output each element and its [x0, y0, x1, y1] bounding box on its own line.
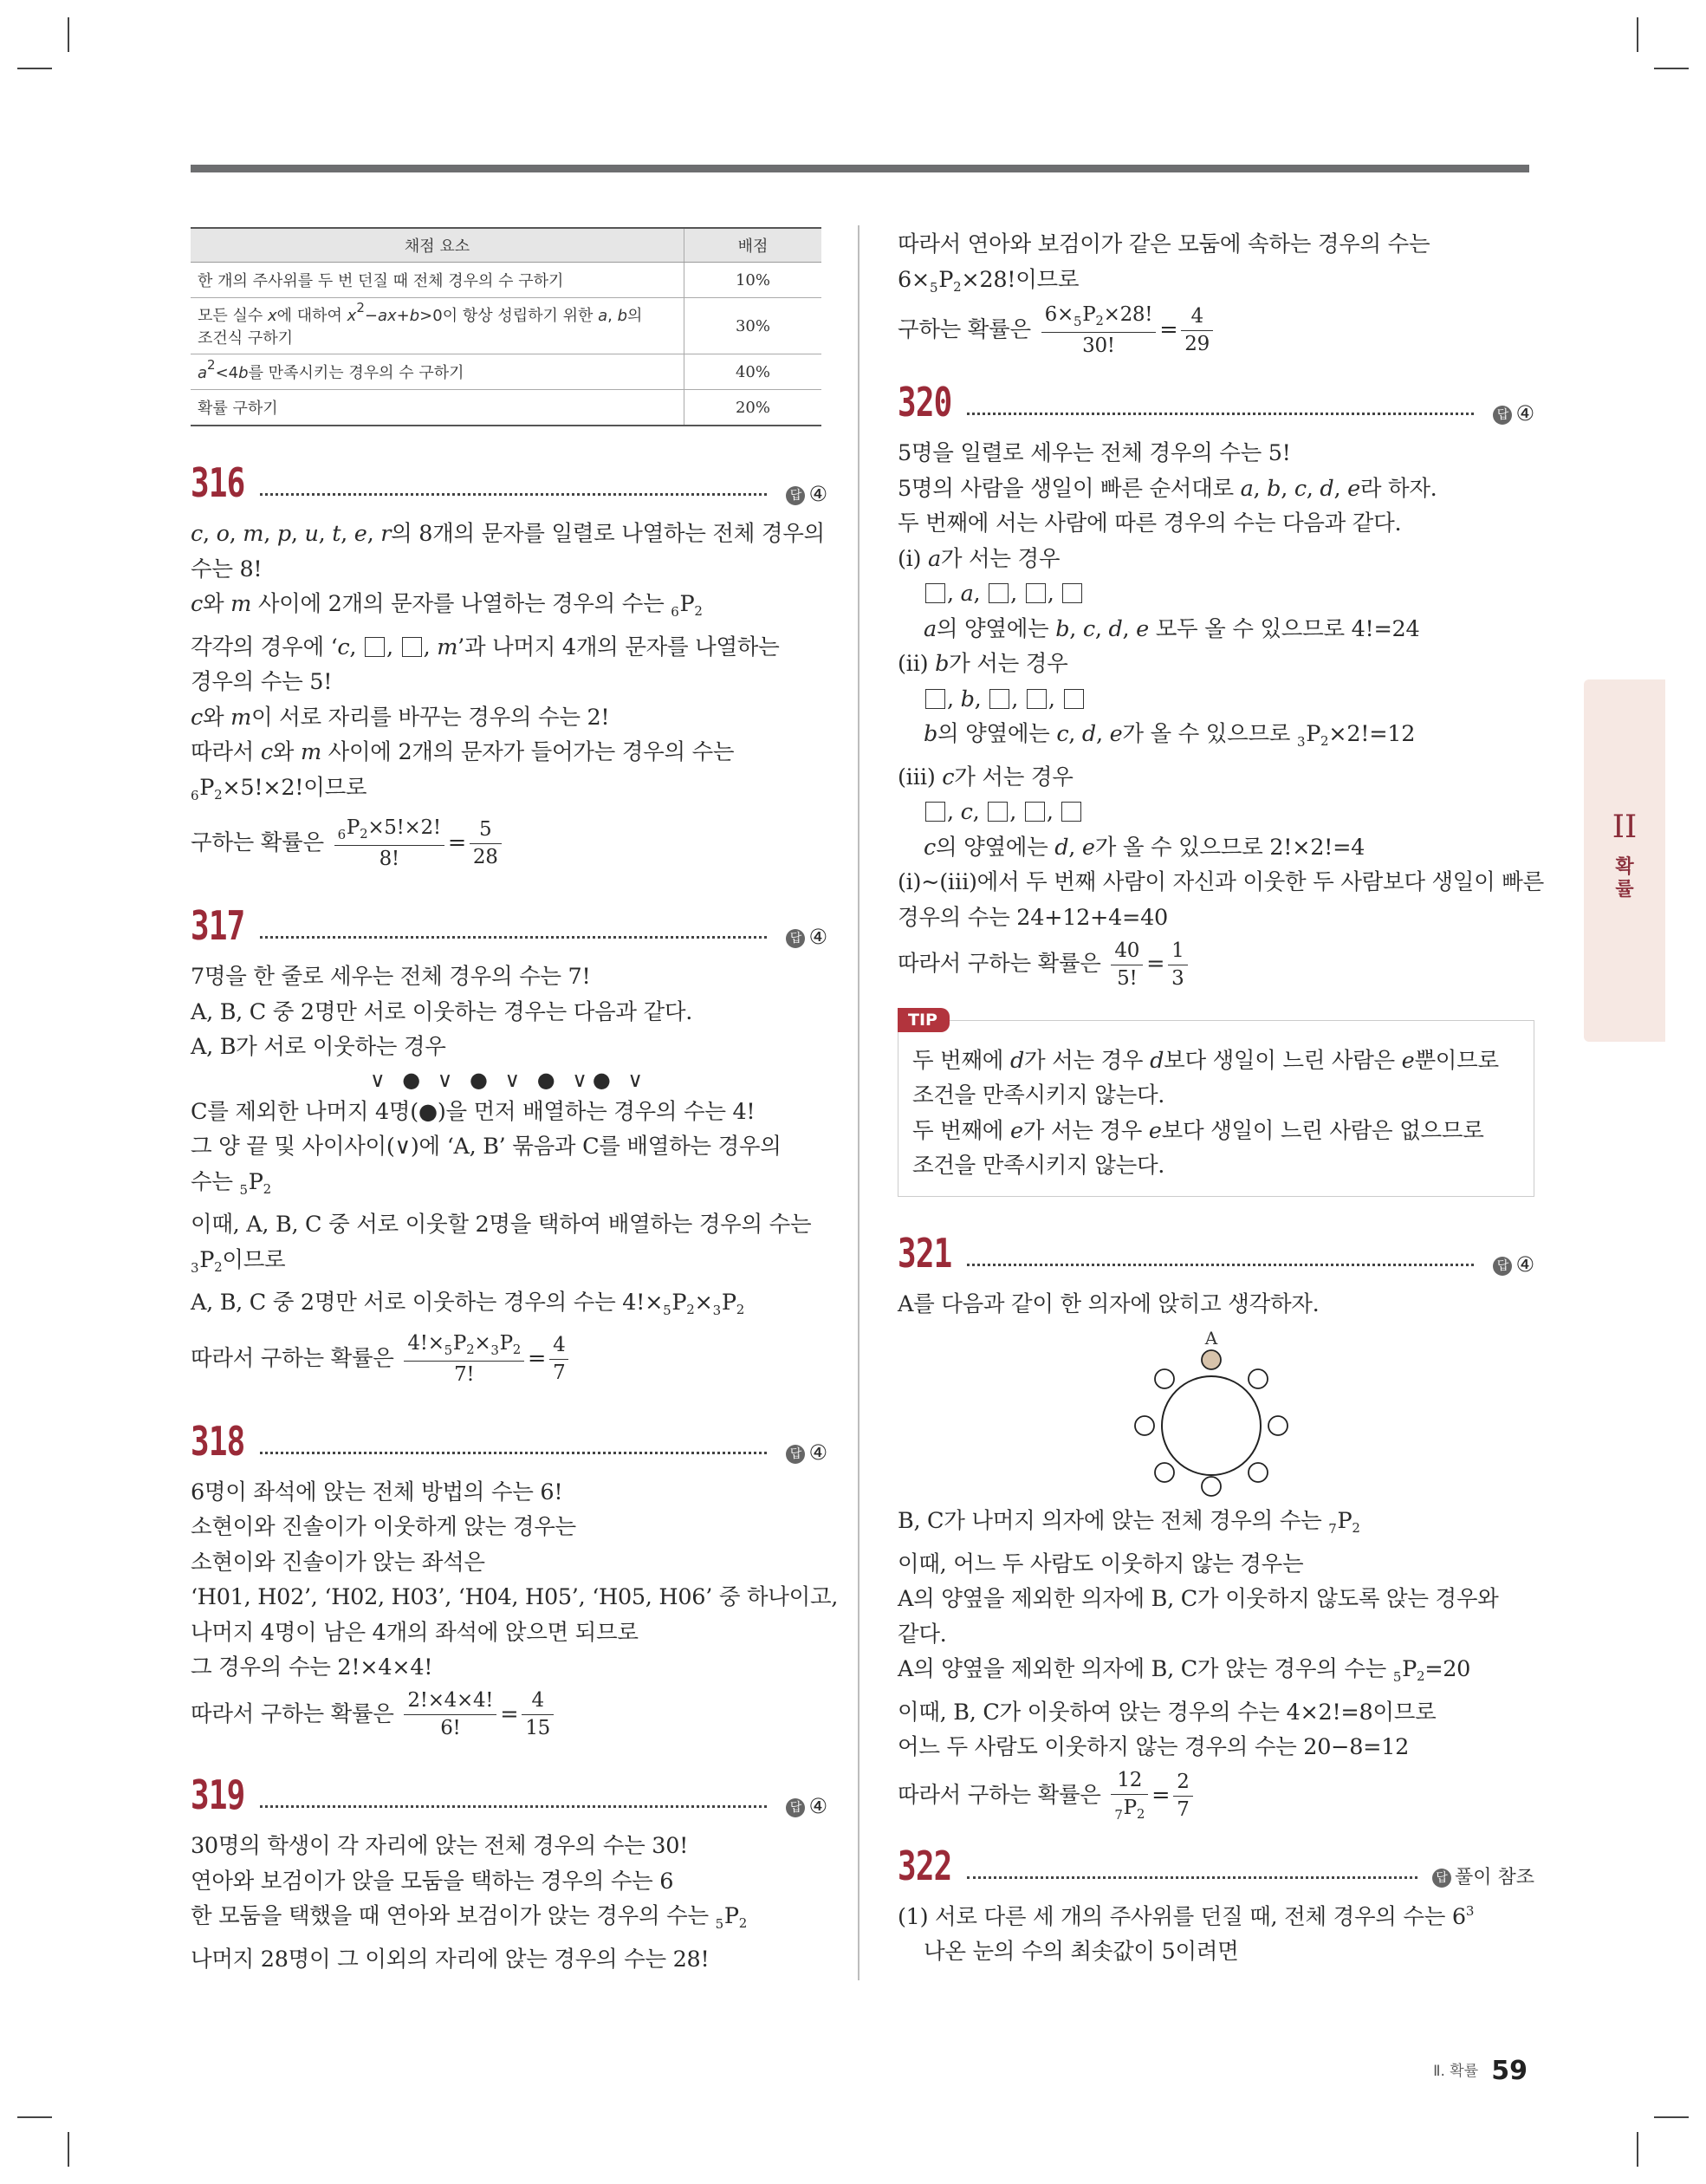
text-line: (ⅲ) c가 서는 경우: [898, 764, 1074, 790]
text-line: 따라서 c와 m 사이에 2개의 문자가 들어가는 경우의 수는: [191, 739, 735, 765]
problem-number: 317: [191, 902, 245, 949]
table-body: [191, 263, 821, 426]
tip-line: 두 번째에 d가 서는 경우 d보다 생일이 느린 사람은 e뿐이므로: [912, 1047, 1499, 1074]
answer-badge: [786, 482, 827, 506]
answer-value: ④: [1515, 401, 1534, 426]
answer-icon: 답: [786, 1445, 805, 1464]
answer-value: ④: [808, 925, 827, 949]
problem-number: 322: [898, 1842, 952, 1889]
section-header-322: [898, 1834, 1534, 1891]
crop-mark: [1637, 2132, 1638, 2167]
answer-value: ④: [808, 482, 827, 506]
leader-dots: [260, 1452, 767, 1454]
fraction: $\frac{_6P_2\times 5!\times 2!}{8!}$: [334, 818, 444, 869]
probability-line: 따라서 구하는 확률은 $\frac{12}{_7P_2}$ = $\frac{2}{7}$: [898, 1771, 1534, 1822]
text-line: 수는 $_5P_2$: [191, 1168, 271, 1198]
text-line: 나머지 28명이 그 이외의 자리에 앉는 경우의 수는 28!: [191, 1946, 710, 1973]
crop-mark: [1654, 2116, 1689, 2118]
tip-line: 두 번째에 e가 서는 경우 e보다 생일이 느린 사람은 없으므로: [912, 1117, 1484, 1144]
text-line: ‘H01, H02’, ‘H02, H03’, ‘H04, H05’, ‘H05, H06’ 중 하나이고,: [191, 1584, 839, 1610]
text-line: $_6P_2\times 5!\times 2$!이므로: [191, 774, 367, 803]
answer-badge: [786, 1440, 827, 1465]
text-line: $6\times_5P_2\times 28$!이므로: [898, 266, 1080, 296]
text-line: 이때, B, C가 이웃하여 앉는 경우의 수는 4×2!=8이므로: [898, 1699, 1437, 1726]
answer-badge: [1493, 401, 1534, 426]
answer-badge: [786, 925, 827, 949]
text-line: (1) 서로 다른 세 개의 주사위를 던질 때, 전체 경우의 수는 $6^3$: [898, 1902, 1475, 1930]
answer-badge: [786, 1794, 827, 1818]
text-line: c와 m 사이에 2개의 문자를 나열하는 경우의 수는 $_6P_2$: [191, 591, 703, 620]
text-line: 어느 두 사람도 이웃하지 않는 경우의 수는 20−8=12: [898, 1734, 1410, 1760]
section-header-320: [898, 370, 1534, 427]
crop-mark: [1654, 68, 1689, 69]
table-row: [191, 263, 821, 298]
text-line: 한 모둠을 택했을 때 연아와 보검이가 앉는 경우의 수는 $_5P_2$: [191, 1903, 747, 1932]
fraction: $\frac{1}{3}$: [1168, 941, 1187, 989]
scoring-table: [191, 227, 821, 426]
answer-value: ④: [808, 1440, 827, 1465]
problem-number: 318: [191, 1417, 245, 1465]
crop-mark: [1637, 17, 1638, 52]
page-footer: [1433, 2056, 1528, 2086]
footer-section: Ⅱ. 확률: [1433, 2063, 1479, 2080]
fraction: $\frac{6\times_5P_2\times 28!}{30!}$: [1041, 305, 1157, 356]
text-line: 연아와 보검이가 앉을 모둠을 택하는 경우의 수는 6: [191, 1868, 674, 1895]
tip-content: [898, 1020, 1534, 1197]
fraction: $\frac{4!\times_5P_2\times_3P_2}{7!}$: [404, 1334, 524, 1385]
leader-dots: [260, 936, 767, 939]
column-divider: [858, 225, 859, 1980]
leader-dots: [967, 1876, 1417, 1879]
leader-dots: [260, 493, 767, 496]
fraction: $\frac{12}{_7P_2}$: [1111, 1771, 1148, 1822]
criteria-cell: 모든 실수 x에 대하여 $x^2-ax+b>0$이 항상 성립하기 위한 a, b의 조건식 구하기: [191, 298, 684, 354]
text-line: 나머지 4명이 남은 4개의 좌석에 앉으면 되므로: [191, 1619, 639, 1646]
text-line: A의 양옆을 제외한 의자에 B, C가 앉는 경우의 수는 $_5P_2=20$: [898, 1656, 1471, 1685]
crop-mark: [68, 2132, 69, 2167]
text-line: 수는 8!: [191, 556, 263, 582]
text-line: 5명의 사람을 생일이 빠른 순서대로 a, b, c, d, e라 하자.: [898, 475, 1437, 502]
text-line: 따라서 연아와 보검이가 같은 모둠에 속하는 경우의 수는: [898, 231, 1430, 257]
table-header-points: 배점: [684, 228, 822, 263]
answer-badge: [1493, 1252, 1534, 1277]
crop-mark: [17, 68, 52, 69]
fraction: $\frac{4}{29}$: [1181, 307, 1213, 354]
seat: [1135, 1416, 1154, 1435]
fraction: $\frac{4}{15}$: [522, 1691, 554, 1739]
text-line: c, o, m, p, u, t, e, r의 8개의 문자를 일렬로 나열하는 전체 경우의: [191, 521, 825, 547]
probability-line: 구하는 확률은 $\frac{6\times_5P_2\times 28!}{30!}$ = $\frac{4}{29}$: [898, 305, 1534, 356]
tip-box: [898, 1010, 1534, 1197]
probability-line: 따라서 구하는 확률은 $\frac{40}{5!}$ = $\frac{1}{3}$: [898, 940, 1534, 989]
round-table-diagram: [898, 1325, 1534, 1498]
leader-dots: [967, 413, 1474, 415]
answer-icon: 답: [1493, 406, 1512, 425]
seat: [1249, 1463, 1268, 1482]
table-row: [191, 354, 821, 390]
text-line: 이때, A, B, C 중 서로 이웃할 2명을 택하여 배열하는 경우의 수는: [191, 1212, 812, 1238]
problem-number: 316: [191, 459, 245, 506]
problem-number: 320: [898, 379, 952, 426]
section-header-317: [191, 894, 827, 951]
table-row: [191, 390, 821, 426]
points-cell: 40%: [684, 354, 822, 390]
seat: [1268, 1416, 1288, 1435]
top-rule: [191, 165, 1529, 172]
answer-value: ④: [808, 1794, 827, 1818]
round-table-svg: [898, 1325, 1534, 1498]
chapter-side-tab[interactable]: [1584, 679, 1665, 1042]
text-line: A, B, C 중 2명만 서로 이웃하는 경우는 다음과 같다.: [191, 998, 693, 1025]
table-row: [191, 298, 821, 354]
text-line: , a, , ,: [898, 576, 1534, 612]
answer-value: 풀이 참조: [1454, 1866, 1534, 1888]
text-line: 각각의 경우에 ‘c, , , m’과 나머지 4개의 문자를 나열하는: [191, 634, 780, 660]
text-line: 경우의 수는 24+12+4=40: [898, 904, 1168, 931]
text-line: A의 양옆을 제외한 의자에 B, C가 이웃하지 않도록 앉는 경우와: [898, 1586, 1499, 1612]
right-column: [898, 227, 1544, 1970]
points-cell: 20%: [684, 390, 822, 426]
text-line: A, B가 서로 이웃하는 경우: [191, 1034, 446, 1060]
left-column: [191, 227, 839, 1977]
fraction: $\frac{4}{7}$: [549, 1336, 568, 1383]
seat: [1249, 1369, 1268, 1388]
text-line: 나온 눈의 수의 최솟값이 5이려면: [924, 1939, 1239, 1965]
answer-icon: 답: [1432, 1869, 1451, 1888]
criteria-cell: $a^2<4b$를 만족시키는 경우의 수 구하기: [191, 354, 684, 390]
chapter-numeral: II: [1612, 809, 1638, 845]
answer-icon: 답: [786, 929, 805, 948]
text-line: 두 번째에 서는 사람에 따른 경우의 수는 다음과 같다.: [898, 510, 1402, 536]
points-cell: 30%: [684, 298, 822, 354]
text-line: c와 m이 서로 자리를 바꾸는 경우의 수는 2!: [191, 704, 610, 731]
seat: [1155, 1369, 1174, 1388]
probability-line: 따라서 구하는 확률은 $\frac{4!\times_5P_2\times_3P_2}{7!}$ = $\frac{4}{7}$: [191, 1334, 827, 1385]
table-header-criteria: 채점 요소: [191, 228, 684, 263]
crop-mark: [68, 17, 69, 52]
tip-tag: TIP: [898, 1008, 950, 1032]
page-number: 59: [1491, 2056, 1528, 2086]
text-line: 6명이 좌석에 앉는 전체 방법의 수는 6!: [191, 1479, 563, 1505]
text-line: A, B, C 중 2명만 서로 이웃하는 경우의 수는 $4!\times_5P_2\times_3P_2$: [191, 1290, 744, 1318]
probability-line: 따라서 구하는 확률은 $\frac{2!\times 4\times 4!}{6!}$ = $\frac{4}{15}$: [191, 1691, 827, 1739]
fraction: $\frac{2!\times 4\times 4!}{6!}$: [404, 1691, 496, 1739]
section-header-321: [898, 1221, 1534, 1278]
chapter-label: 확 률: [1615, 856, 1634, 900]
text-line: 5명을 일렬로 세우는 전체 경우의 수는 5!: [898, 440, 1291, 466]
text-line: A를 다음과 같이 한 의자에 앉히고 생각하자.: [898, 1290, 1320, 1317]
text-line: 이때, 어느 두 사람도 이웃하지 않는 경우는: [898, 1550, 1304, 1577]
text-line: b의 양옆에는 c, d, e가 올 수 있으므로 $_3P_2\times 2!=12$: [924, 721, 1416, 750]
problem-number: 321: [898, 1229, 952, 1277]
tip-line: 조건을 만족시키지 않는다.: [912, 1153, 1165, 1179]
fraction: $\frac{40}{5!}$: [1111, 941, 1143, 989]
text-line: , b, , ,: [898, 682, 1534, 718]
text-line: (ⅱ) b가 서는 경우: [898, 651, 1068, 677]
points-cell: 10%: [684, 263, 822, 298]
answer-icon: 답: [786, 1798, 805, 1817]
text-line: $_3P_2$이므로: [191, 1246, 286, 1276]
section-header-316: [191, 451, 827, 508]
text-line: (ⅰ) a가 서는 경우: [898, 545, 1061, 572]
answer-value: ④: [1515, 1251, 1534, 1277]
fraction: $\frac{2}{7}$: [1173, 1772, 1192, 1820]
answer-icon: 답: [786, 486, 805, 505]
seat: [1155, 1463, 1174, 1482]
text-line: B, C가 나머지 의자에 앉는 전체 경우의 수는 $_7P_2$: [898, 1508, 1360, 1537]
table-circle: [1162, 1376, 1261, 1475]
text-line: 소현이와 진솔이가 앉는 좌석은: [191, 1549, 485, 1576]
criteria-cell: 한 개의 주사위를 두 번 던질 때 전체 경우의 수 구하기: [191, 263, 684, 298]
arrangement-diagram: ∨ ● ∨ ● ∨ ● ∨● ∨: [370, 1067, 648, 1092]
answer-badge: [1432, 1862, 1534, 1889]
seat-label-a: A: [1204, 1328, 1218, 1349]
text-line: c의 양옆에는 d, e가 올 수 있으므로 2!×2!=4: [924, 834, 1365, 861]
text-line: 같다.: [898, 1621, 947, 1648]
text-line: 그 양 끝 및 사이사이(∨)에 ‘A, B’ 묶음과 C를 배열하는 경우의: [191, 1134, 782, 1160]
seat: [1202, 1477, 1221, 1496]
text-line: 그 경우의 수는 2!×4×4!: [191, 1654, 433, 1680]
criteria-cell: 확률 구하기: [191, 390, 684, 426]
seat-a: [1202, 1350, 1221, 1369]
fraction: $\frac{5}{28}$: [470, 820, 502, 868]
text-line: C를 제외한 나머지 4명(●)을 먼저 배열하는 경우의 수는 4!: [191, 1098, 756, 1125]
text-line: 30명의 학생이 각 자리에 앉는 전체 경우의 수는 30!: [191, 1833, 689, 1859]
text-line: 7명을 한 줄로 세우는 전체 경우의 수는 7!: [191, 964, 591, 990]
leader-dots: [260, 1805, 767, 1808]
leader-dots: [967, 1264, 1474, 1266]
section-header-319: [191, 1763, 827, 1820]
crop-mark: [17, 2116, 52, 2118]
text-line: a의 양옆에는 b, c, d, e 모두 올 수 있으므로 4!=24: [924, 615, 1420, 642]
answer-icon: 답: [1493, 1257, 1512, 1276]
text-line: 경우의 수는 5!: [191, 669, 333, 695]
problem-number: 319: [191, 1771, 245, 1818]
tip-line: 조건을 만족시키지 않는다.: [912, 1082, 1165, 1108]
text-line: , c, , ,: [898, 795, 1534, 830]
probability-line: 구하는 확률은 $\frac{_6P_2\times 5!\times 2!}{8!}$ = $\frac{5}{28}$: [191, 818, 827, 869]
text-line: 소현이와 진솔이가 이웃하게 앉는 경우는: [191, 1514, 576, 1540]
text-line: (ⅰ)~(ⅲ)에서 두 번째 사람이 자신과 이웃한 두 사람보다 생일이 빠른: [898, 869, 1544, 895]
section-header-318: [191, 1409, 827, 1466]
